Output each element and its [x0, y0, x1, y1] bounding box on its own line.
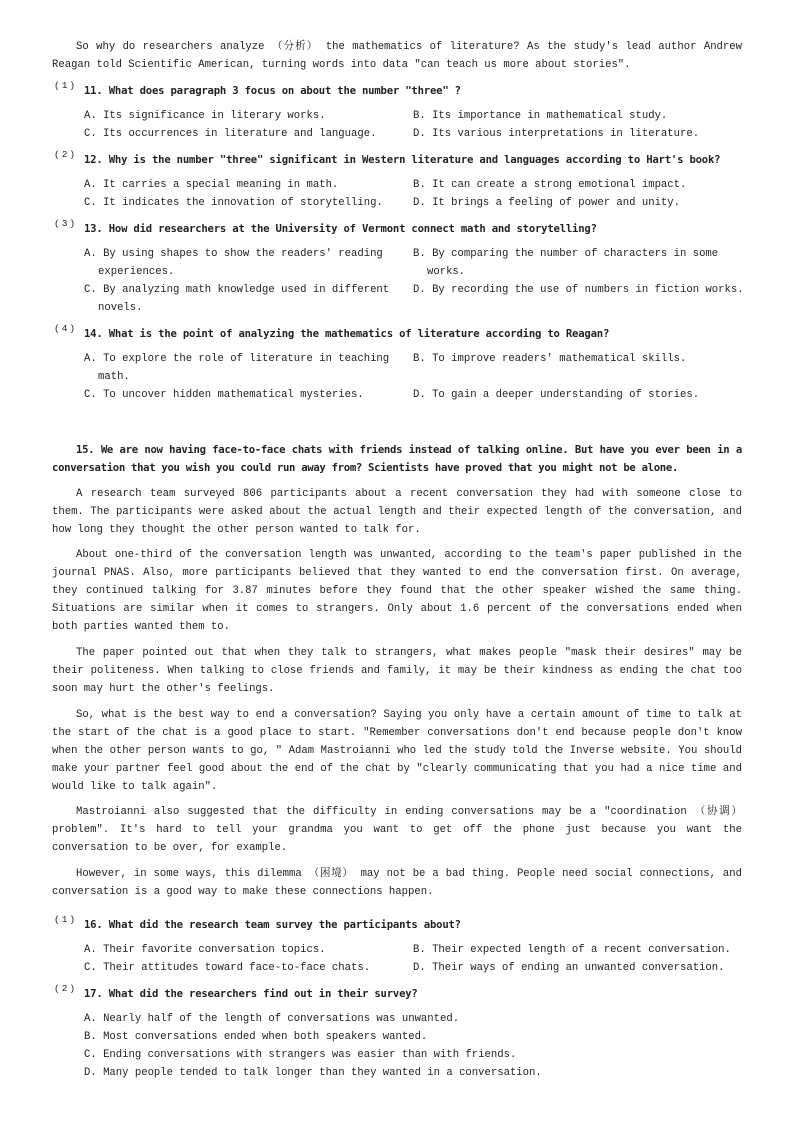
option-a[interactable]: A. By using shapes to show the readers' reading — [84, 248, 383, 260]
passage-paragraph: A research team surveyed 806 participants about a recent conversation they had with someone close to them. The participants were asked about the actual length and their expected length of the conversation, and how long they thought the other person wanted to talk for. — [52, 488, 742, 536]
option-b[interactable]: B. To improve readers' mathematical skills. — [413, 353, 687, 365]
passage-paragraph: However, in some ways, this dilemma （困境） may not be a bad thing. People need social connections, and conversation is a good way to make these connections happen. — [52, 868, 742, 898]
question-14: 14. What is the point of analyzing the mathematics of literature according to Reagan? — [84, 328, 610, 340]
question-16: 16. What did the research team survey the participants about? — [84, 919, 461, 931]
option-b[interactable]: B. By comparing the number of characters in some — [413, 248, 719, 260]
option-d[interactable]: D. Many people tended to talk longer than they wanted in a conversation. — [84, 1067, 542, 1079]
sub-question-number: (3) — [54, 218, 78, 229]
option-a-continued: math. — [98, 371, 130, 383]
sub-question-number: (2) — [54, 983, 78, 994]
option-b[interactable]: B. Its importance in mathematical study. — [413, 110, 668, 122]
sub-question-number: (2) — [54, 149, 78, 160]
option-c-continued: novels. — [98, 302, 143, 314]
option-d[interactable]: D. It brings a feeling of power and unity. — [413, 197, 681, 209]
option-b-continued: works. — [427, 266, 466, 278]
option-d[interactable]: D. Their ways of ending an unwanted conversation. — [413, 962, 725, 974]
passage-paragraph: The paper pointed out that when they talk to strangers, what makes people "mask their desires" may be their politeness. When talking to close friends and family, it may be their kindness as ending the chat too soon may hurt the other's feelings. — [52, 647, 742, 695]
option-d[interactable]: D. Its various interpretations in literature. — [413, 128, 700, 140]
option-d[interactable]: D. To gain a deeper understanding of stories. — [413, 389, 700, 401]
option-a[interactable]: A. Nearly half of the length of conversations was unwanted. — [84, 1013, 460, 1025]
option-a[interactable]: A. It carries a special meaning in math. — [84, 179, 339, 191]
option-a-continued: experiences. — [98, 266, 175, 278]
sub-question-number: (4) — [54, 323, 78, 334]
question-17: 17. What did the researchers find out in their survey? — [84, 988, 418, 1000]
option-a[interactable]: A. Their favorite conversation topics. — [84, 944, 326, 956]
option-c[interactable]: C. By analyzing math knowledge used in different — [84, 284, 390, 296]
sub-question-number: (1) — [54, 914, 78, 925]
passage-paragraph: So, what is the best way to end a conversation? Saying you only have a certain amount of time to talk at the start of the chat is a good place to start. "Remember conversations don't end because people don't know when the other person wants to go, " Adam Mastroianni who led the study told the Inverse website. You should make your partner feel good about the end of the chat by "clearly communicating that you had a nice time and would like to talk again". — [52, 709, 742, 793]
question-11: 11. What does paragraph 3 focus on about the number "three" ? — [84, 85, 461, 97]
intro-paragraph: So why do researchers analyze （分析） the mathematics of literature? As the study's lead author Andrew Reagan told Scientific American, turning words into data "can teach us more about stories". — [52, 41, 742, 71]
option-c[interactable]: C. To uncover hidden mathematical mysteries. — [84, 389, 364, 401]
option-a[interactable]: A. Its significance in literary works. — [84, 110, 326, 122]
option-d[interactable]: D. By recording the use of numbers in fiction works. — [413, 284, 744, 296]
passage-paragraph: Mastroianni also suggested that the difficulty in ending conversations may be a "coordination （协调） problem". It's hard to tell your grandma you want to get off the phone just because you want the conversation to be over, for example. — [52, 806, 742, 854]
option-c[interactable]: C. Its occurrences in literature and language. — [84, 128, 377, 140]
option-b[interactable]: B. It can create a strong emotional impact. — [413, 179, 687, 191]
question-13: 13. How did researchers at the University of Vermont connect math and storytelling? — [84, 223, 597, 235]
option-b[interactable]: B. Most conversations ended when both speakers wanted. — [84, 1031, 428, 1043]
passage-lead: 15. We are now having face-to-face chats with friends instead of talking online. But have you ever been in a conversation that you wish you could run away from? Scientists have proved that you might not be alone. — [52, 444, 742, 474]
option-a[interactable]: A. To explore the role of literature in teaching — [84, 353, 390, 365]
sub-question-number: (1) — [54, 80, 78, 91]
option-c[interactable]: C. It indicates the innovation of storytelling. — [84, 197, 383, 209]
option-b[interactable]: B. Their expected length of a recent conversation. — [413, 944, 731, 956]
question-12: 12. Why is the number "three" significant in Western literature and languages according to Hart's book? — [84, 154, 721, 166]
passage-paragraph: About one-third of the conversation length was unwanted, according to the team's paper published in the journal PNAS. Also, more participants believed that they wanted to end the conversation first. On average, they continued talking for 3.87 minutes before they found that the other speaker wished the same thing. Situations are similar when it comes to strangers. Only about 1.6 percent of the conversations ended when both parties wanted them to. — [52, 549, 742, 633]
option-c[interactable]: C. Ending conversations with strangers was easier than with friends. — [84, 1049, 517, 1061]
option-c[interactable]: C. Their attitudes toward face-to-face chats. — [84, 962, 371, 974]
